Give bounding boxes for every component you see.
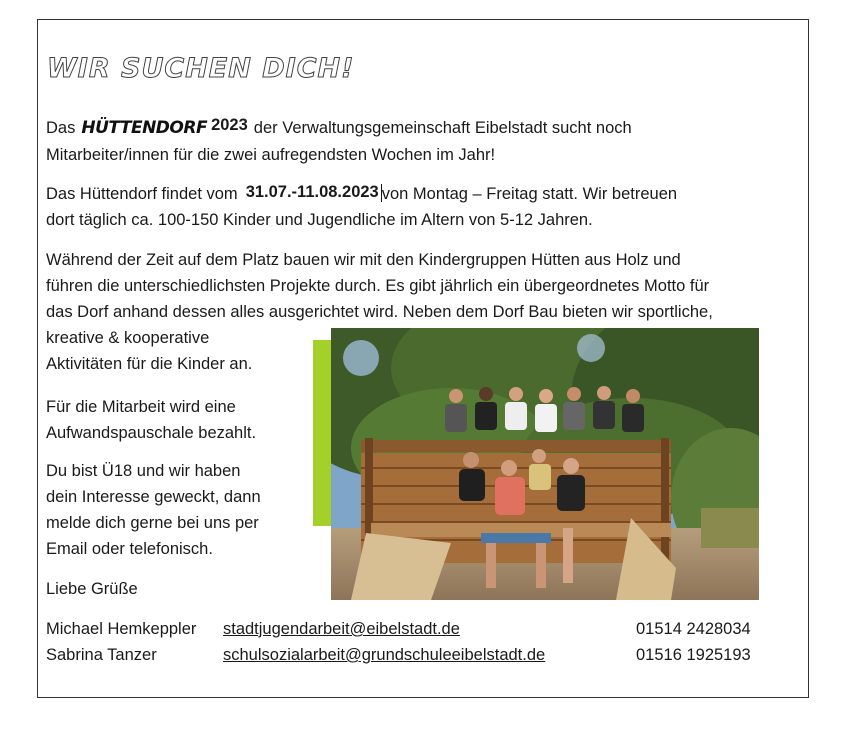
contact-row bbox=[46, 642, 806, 668]
headline: WIR SUCHEN DICH! bbox=[47, 53, 355, 84]
contact-email-link[interactable]: schulsozialarbeit@grundschuleeibelstadt.de bbox=[223, 646, 546, 664]
intro-line-2: Mitarbeiter/innen für die zwei aufregendsten Wochen im Jahr! bbox=[46, 146, 496, 164]
intro-line1-rest: der Verwaltungsgemeinschaft Eibelstadt sucht noch bbox=[253, 119, 632, 137]
pay-line-2: Aufwandspauschale bezahlt. bbox=[46, 424, 257, 442]
dates-line-1 bbox=[46, 181, 677, 207]
date-range: 31.07.-11.08.2023 bbox=[245, 183, 379, 201]
intro-year: 2023 bbox=[211, 116, 248, 134]
greeting: Liebe Grüße bbox=[46, 580, 138, 598]
call-line-3: melde dich gerne bei uns per bbox=[46, 514, 259, 532]
activities-line-3: das Dorf anhand dessen alles ausgerichtet wird. Neben dem Dorf Bau bieten wir sportliche, bbox=[46, 303, 713, 321]
activities-line-2: führen die unterschiedlichsten Projekte durch. Es gibt jährlich ein übergeordnetes Motto für bbox=[46, 277, 710, 295]
team-photo bbox=[331, 328, 759, 600]
contact-name: Michael Hemkeppler bbox=[46, 620, 197, 638]
dates-prefix: Das Hüttendorf findet vom bbox=[46, 185, 238, 203]
accent-bar bbox=[313, 340, 331, 526]
pay-line-1: Für die Mitarbeit wird eine bbox=[46, 398, 236, 416]
dates-line1-rest: von Montag – Freitag statt. Wir betreuen bbox=[381, 185, 678, 203]
team-photo-illustration bbox=[331, 328, 759, 600]
activities-line-4: kreative & kooperative bbox=[46, 329, 210, 347]
intro-prefix: Das bbox=[46, 119, 76, 137]
contact-row bbox=[46, 616, 806, 642]
contact-phone: 01516 1925193 bbox=[636, 646, 751, 664]
call-line-2: dein Interesse geweckt, dann bbox=[46, 488, 261, 506]
activities-line-5: Aktivitäten für die Kinder an. bbox=[46, 355, 253, 373]
call-line-1: Du bist Ü18 und wir haben bbox=[46, 462, 241, 480]
contact-name: Sabrina Tanzer bbox=[46, 646, 157, 664]
activities-line-1: Während der Zeit auf dem Platz bauen wir mit den Kindergruppen Hütten aus Holz und bbox=[46, 251, 681, 269]
contact-email-link[interactable]: stadtjugendarbeit@eibelstadt.de bbox=[223, 620, 460, 638]
huettendorf-logo: HÜTTENDORF bbox=[81, 118, 208, 138]
intro-line-1 bbox=[46, 115, 632, 141]
dates-line-2: dort täglich ca. 100-150 Kinder und Jugendliche im Altern von 5-12 Jahren. bbox=[46, 211, 593, 229]
contact-phone: 01514 2428034 bbox=[636, 620, 751, 638]
call-line-4: Email oder telefonisch. bbox=[46, 540, 213, 558]
